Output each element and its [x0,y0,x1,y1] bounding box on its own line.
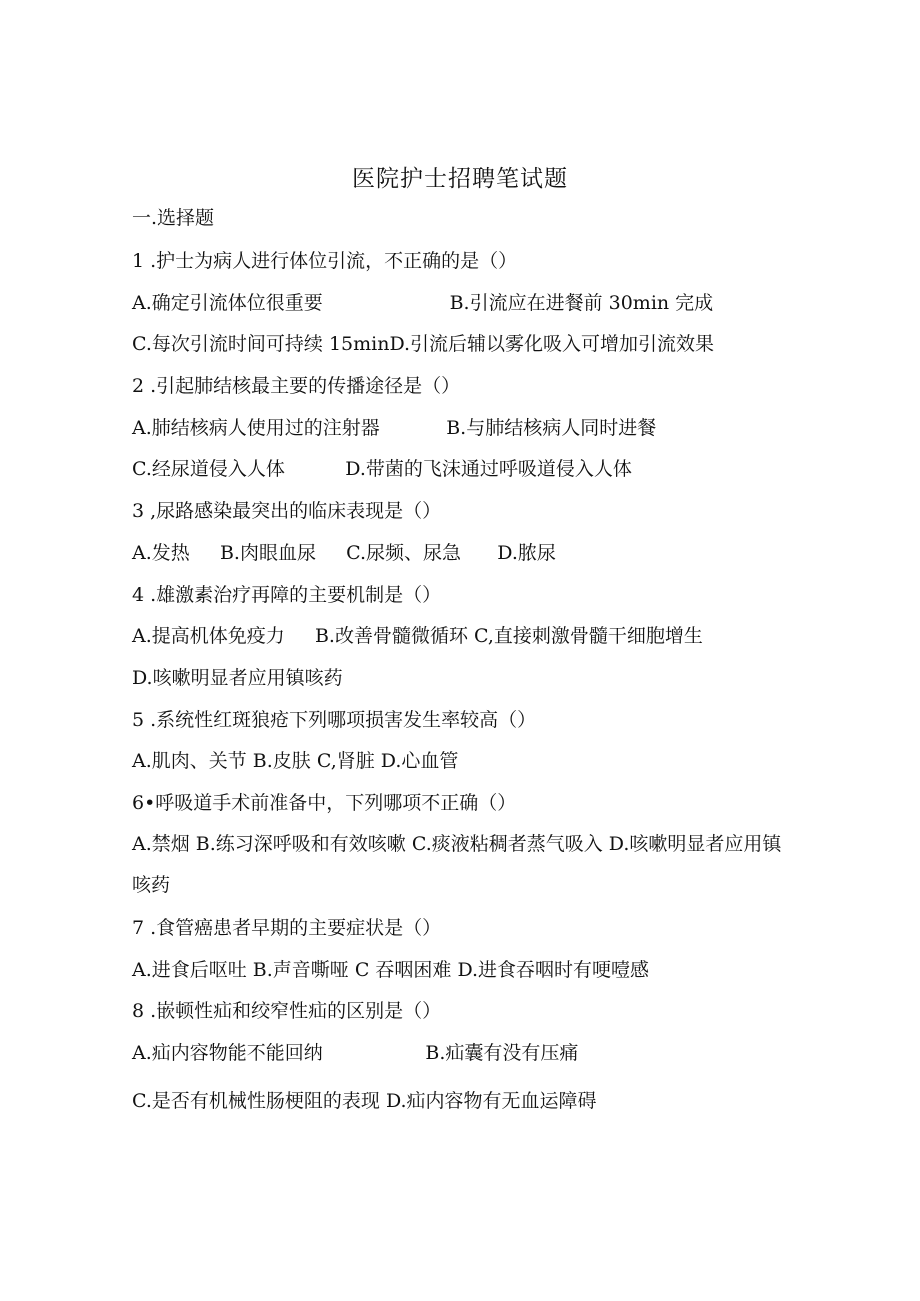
question-7-options-line-1: A.进食后呕吐 B.声音嘶哑 C 吞咽困难 D.进食吞咽时有哽噎感 [132,959,650,981]
section-heading: 一.选择题 [132,207,215,229]
question-8-options-line-2: C.是否有机械性肠梗阻的表现 D.疝内容物有无血运障碍 [132,1090,597,1112]
question-6-stem: 6•呼吸道手术前准备中，下列哪项不正确（） [132,792,517,814]
question-6-options-wrapped: A.禁烟 B.练习深呼吸和有效咳嗽 C.痰液粘稠者蒸气吸入 D.咳嗽明显者应用镇咳药 [132,833,782,896]
document-title: 医院护士招聘笔试题 [352,166,568,192]
question-1-options-line-1: A.确定引流体位很重要 B.引流应在进餐前 30min 完成 [132,292,714,314]
question-3-stem: 3 ,尿路感染最突出的临床表现是（） [132,500,442,522]
question-8-options-line-1: A.疝内容物能不能回纳 B.疝囊有没有压痛 [132,1042,579,1064]
question-2-options-line-1: A.肺结核病人使用过的注射器 B.与肺结核病人同时进餐 [132,417,657,439]
question-7-stem: 7 .食管癌患者早期的主要症状是（） [132,917,442,939]
question-5-stem: 5 .系统性红斑狼疮下列哪项损害发生率较高（） [132,709,537,731]
question-4-options-line-2: D.咳嗽明显者应用镇咳药 [132,667,343,689]
question-4-stem: 4 .雄激素治疗再障的主要机制是（） [132,584,442,606]
question-1-stem: 1 .护士为病人进行体位引流，不正确的是（） [132,250,518,272]
question-5-options-line-1: A.肌肉、关节 B.皮肤 C,肾脏 D.心血管 [132,750,459,772]
question-3-options-line-1: A.发热 B.肉眼血尿 C.尿频、尿急 D.脓尿 [132,542,556,564]
question-2-stem: 2 .引起肺结核最主要的传播途径是（） [132,375,461,397]
question-1-options-line-2: C.每次引流时间可持续 15minD.引流后辅以雾化吸入可增加引流效果 [132,333,715,355]
question-8-stem: 8 .嵌顿性疝和绞窄性疝的区别是（） [132,1000,442,1022]
question-2-options-line-2: C.经尿道侵入人体 D.带菌的飞沫通过呼吸道侵入人体 [132,458,632,480]
question-4-options-line-1: A.提高机体免疫力 B.改善骨髓微循环 C,直接刺激骨髓干细胞增生 [132,625,703,647]
